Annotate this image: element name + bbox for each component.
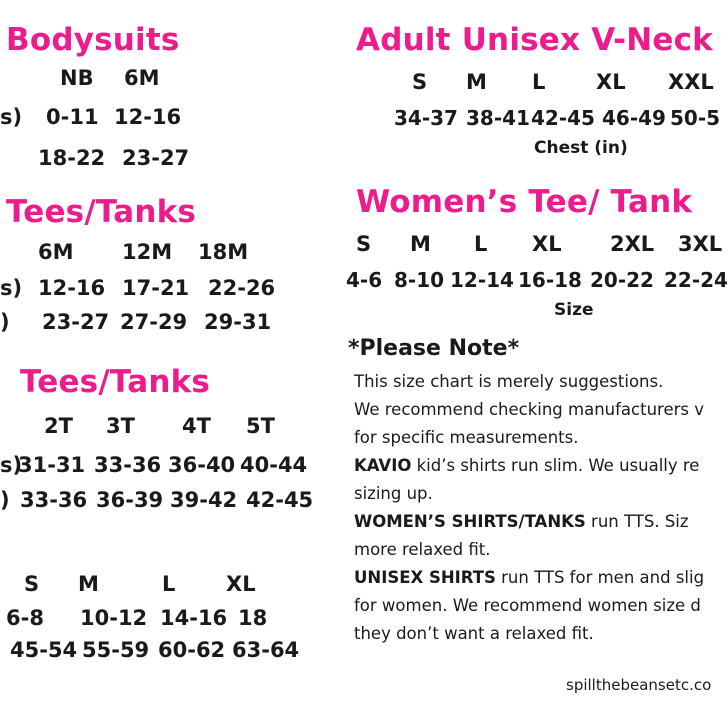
size-header: 5T: [246, 414, 275, 438]
size-value: 29-31: [204, 310, 272, 334]
size-header: 3T: [106, 414, 135, 438]
unit-label: Chest (in): [534, 138, 628, 158]
size-value: 23-27: [42, 310, 110, 334]
size-value: 22-26: [208, 276, 276, 300]
size-value: 12-16: [38, 276, 106, 300]
size-header: XL: [226, 572, 256, 596]
bodysuits-title: Bodysuits: [6, 22, 180, 58]
size-header: S: [356, 232, 372, 256]
note-line: for specific measurements.: [354, 428, 579, 447]
size-value: 12-14: [450, 268, 514, 292]
note-text: run TTS. Siz: [585, 512, 689, 531]
size-value: 34-37: [394, 106, 458, 130]
note-bold: KAVIO: [354, 456, 412, 475]
womens-title: Women’s Tee/ Tank: [356, 184, 693, 220]
size-value: 17-21: [122, 276, 190, 300]
size-header: 2T: [44, 414, 73, 438]
size-value: 8-10: [394, 268, 445, 292]
row-label: ): [0, 310, 10, 334]
unit-label: Size: [554, 300, 594, 320]
size-header: 3XL: [678, 232, 723, 256]
note-heading: *Please Note*: [348, 336, 520, 361]
note-text: run TTS for men and slig: [495, 568, 705, 587]
size-value: 27-29: [120, 310, 188, 334]
note-line: [354, 508, 689, 536]
size-value: 18-22: [38, 146, 106, 170]
note-line: for women. We recommend women size d: [354, 596, 701, 615]
size-header: 6M: [38, 240, 74, 264]
baby-tees-title: Tees/Tanks: [6, 194, 197, 230]
size-header: XL: [532, 232, 562, 256]
size-header: XL: [596, 70, 626, 94]
size-value: 4-6: [346, 268, 383, 292]
size-header: L: [474, 232, 488, 256]
size-value: 63-64: [232, 638, 300, 662]
size-value: 39-42: [170, 488, 238, 512]
size-value: 18: [238, 606, 268, 630]
size-header: L: [162, 572, 176, 596]
note-line: more relaxed fit.: [354, 540, 491, 559]
website-link[interactable]: spillthebeansetc.co: [566, 676, 712, 694]
size-value: 60-62: [158, 638, 226, 662]
size-value: 6-8: [6, 606, 44, 630]
size-header: M: [78, 572, 99, 596]
size-value: 33-36: [20, 488, 88, 512]
size-header: 6M: [124, 66, 160, 90]
note-text: kid’s shirts run slim. We usually re: [411, 456, 700, 475]
size-value: 38-41: [466, 106, 530, 130]
size-value: 22-24: [664, 268, 728, 292]
size-value: 36-40: [168, 453, 236, 477]
size-header: 2XL: [610, 232, 655, 256]
size-value: 46-49: [602, 106, 666, 130]
note-line: [354, 564, 704, 592]
size-header: NB: [60, 66, 94, 90]
note-line: they don’t want a relaxed fit.: [354, 624, 594, 643]
size-value: 42-45: [246, 488, 314, 512]
size-value: 20-22: [590, 268, 654, 292]
size-header: 12M: [122, 240, 173, 264]
size-header: S: [412, 70, 428, 94]
size-value: 16-18: [518, 268, 582, 292]
row-label: ): [0, 488, 10, 512]
size-value: 31-31: [18, 453, 86, 477]
size-header: 4T: [182, 414, 211, 438]
size-value: 10-12: [80, 606, 148, 630]
size-header: M: [410, 232, 431, 256]
note-line: We recommend checking manufacturers v: [354, 400, 705, 419]
size-value: 23-27: [122, 146, 190, 170]
size-value: 40-44: [240, 453, 308, 477]
size-header: M: [466, 70, 487, 94]
size-value: 14-16: [160, 606, 228, 630]
size-value: 12-16: [114, 105, 182, 129]
size-value: 45-54: [10, 638, 78, 662]
row-label: s): [0, 105, 23, 129]
size-value: 0-11: [46, 105, 99, 129]
unisex-title: Adult Unisex V-Neck: [356, 22, 713, 58]
size-value: 42-45: [531, 106, 595, 130]
size-value: 33-36: [94, 453, 162, 477]
size-value: 50-5: [670, 106, 721, 130]
note-line: sizing up.: [354, 484, 433, 503]
row-label: s): [0, 276, 23, 300]
size-header: S: [24, 572, 40, 596]
row-label: s): [0, 453, 23, 477]
size-value: 36-39: [96, 488, 164, 512]
size-value: 55-59: [82, 638, 150, 662]
size-header: XXL: [668, 70, 714, 94]
note-line: [354, 452, 699, 480]
size-header: 18M: [198, 240, 249, 264]
toddler-tees-title: Tees/Tanks: [20, 364, 211, 400]
note-bold: WOMEN’S SHIRTS/TANKS: [354, 512, 586, 531]
size-header: L: [532, 70, 546, 94]
note-bold: UNISEX SHIRTS: [354, 568, 496, 587]
note-line: This size chart is merely suggestions.: [354, 372, 664, 391]
